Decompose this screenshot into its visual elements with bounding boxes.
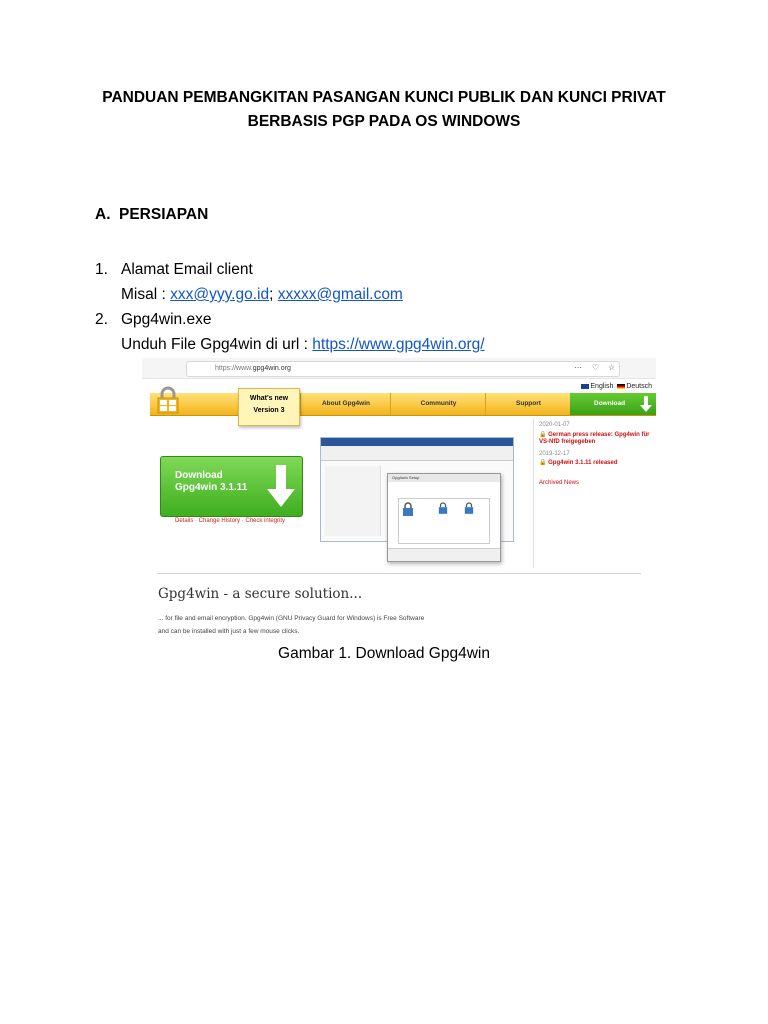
lang-deutsch[interactable]: Deutsch [626,383,652,390]
arrow-down-icon [267,465,295,507]
list-item-label: Alamat Email client [121,261,253,278]
de-flag-icon [617,384,625,389]
email-link-2[interactable]: xxxxx@gmail.com [277,286,403,303]
list-item [95,257,485,282]
figure-caption: Gambar 1. Download Gpg4win [278,645,490,662]
browser-url-bar [142,358,656,379]
column-divider [533,418,534,568]
example-prefix: Misal : [121,286,171,303]
site-description: ... for file and email encryption. Gpg4win (GNU Privacy Guard for Windows) is Free Software and can be installed with just a few mouse clicks. [158,615,425,635]
list-item-detail [95,282,485,307]
url-host: gpg4win.org [252,365,291,372]
download-button-line-1: Download [175,470,223,481]
document-title [60,86,708,134]
download-gpg4win-button[interactable] [160,456,303,517]
section-label: PERSIAPAN [119,206,209,223]
news-column [539,422,656,487]
nav-download-label: Download [594,400,626,407]
language-switcher [581,383,652,390]
download-links[interactable]: Details · Change History · Check integrity [175,518,286,524]
whats-new-line-1: What's new [249,395,289,402]
gpg4win-screenshot [142,358,656,639]
url-field[interactable] [186,361,620,377]
lock-icon [464,502,474,514]
arrow-down-icon [640,396,652,412]
download-prefix: Unduh File Gpg4win di url : [121,336,313,353]
email-link-1[interactable]: xxx@yyy.go.id [170,286,270,303]
download-button-line-2: Gpg4win 3.1.11 [175,482,248,493]
list-item-detail [95,332,485,357]
nav-download[interactable] [570,393,656,415]
list-item [95,307,485,332]
news-date: 2020-01-07 [539,422,570,428]
nav-community[interactable]: Community [390,393,486,415]
whats-new-note[interactable] [238,388,300,426]
whats-new-line-2: Version 3 [253,407,285,414]
lock-icon [402,502,414,516]
site-heading: Gpg4win - a secure solution... [158,586,363,602]
nav-support[interactable]: Support [485,393,571,415]
title-line-1: PANDUAN PEMBANGKITAN PASANGAN KUNCI PUBLIK DAN KUNCI PRIVAT [102,89,666,106]
section-heading [95,206,208,224]
news-link[interactable]: 🔒 Gpg4win 3.1.11 released [539,460,618,466]
gpg4win-logo-icon [156,386,180,414]
preparation-list [95,257,485,357]
dialog-title: Gpg4win Setup [388,474,500,482]
download-line [121,332,485,357]
archived-news-link[interactable]: Archived News [539,479,580,486]
list-number: 2. [95,311,108,328]
gpg4win-url-link[interactable]: https://www.gpg4win.org/ [312,336,485,353]
pocket-icon[interactable]: ♡ [592,363,600,372]
uk-flag-icon [581,384,589,389]
setup-dialog-preview [387,473,501,562]
title-line-2: BERBASIS PGP PADA OS WINDOWS [247,113,521,130]
section-letter: A. [95,206,111,223]
nav-about[interactable]: About Gpg4win [300,393,391,415]
list-number: 1. [95,261,108,278]
news-date: 2019-12-17 [539,450,570,457]
list-item-label: Gpg4win.exe [121,311,212,328]
lock-icon [438,502,448,514]
star-icon[interactable]: ☆ [608,363,616,372]
url-scheme: https://www. [215,365,253,372]
lang-english[interactable]: English [590,383,614,390]
divider-line [158,573,641,574]
site-nav-bar [150,393,656,416]
more-icon[interactable]: ⋯ [574,363,582,372]
example-line [121,282,403,307]
news-link[interactable]: 🔒 German press release: Gpg4win für VS-NfD freigegeben [539,431,650,445]
email-separator: ; [269,286,274,303]
